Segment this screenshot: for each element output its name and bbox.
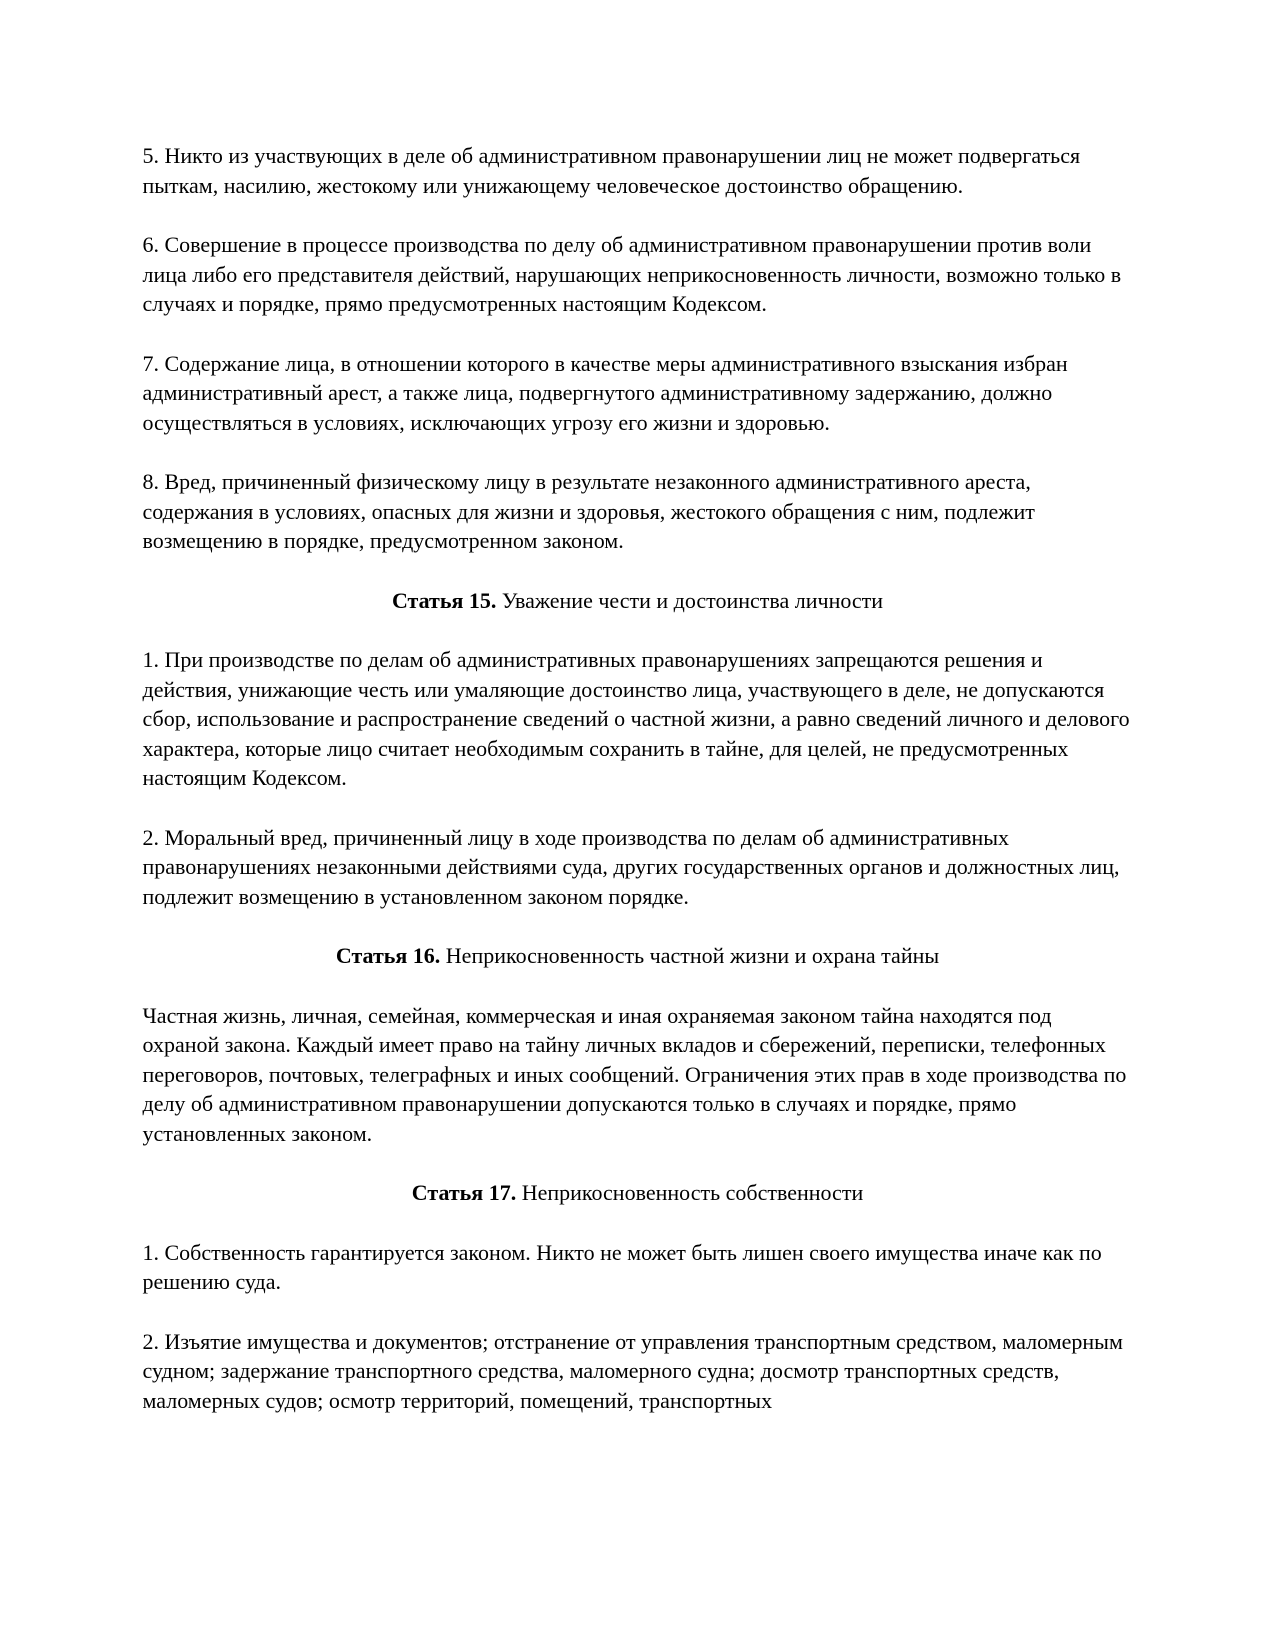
paragraph-5: 5. Никто из участвующих в деле об административном правонарушении лиц не может подвергаться пыткам, насилию, жестокому или унижающему человеческое достоинство обращению.	[142, 143, 1081, 198]
article-15-number: Статья 15.	[391, 587, 497, 613]
document-content	[143, 0, 1133, 1415]
paragraph-8: 8. Вред, причиненный физическому лицу в результате незаконного административного ареста, содержания в условиях, опасных для жизни и здоровья, жестокого обращения с ним, подлежит возмещению в порядке, предусмотренном законом.	[142, 469, 1035, 553]
article-15-title: Уважение чести и достоинства личности	[501, 587, 884, 613]
paragraph-7: 7. Содержание лица, в отношении которого в качестве меры административного взыскания избран административный арест, а также лица, подвергнутого административному задержанию, должно осуществляться в условиях, исключающих угрозу его жизни и здоровью.	[142, 350, 1068, 435]
article-16-paragraph: Частная жизнь, личная, семейная, коммерческая и иная охраняемая законом тайна находятся под охраной закона. Каждый имеет право на тайну личных вкладов и сбережений, переписки, телефонных переговоров, почтовых, телеграфных и иных сообщений. Ограничения этих прав в ходе производства по делу об административном правонарушении допускаются только в случаях и порядке, прямо установленных законом.	[142, 1002, 1127, 1146]
article-16-title: Неприкосновенность частной жизни и охрана тайны	[445, 943, 940, 968]
article-17-paragraph-1: 1. Собственность гарантируется законом. Никто не может быть лишен своего имущества иначе как по решению суда.	[142, 1239, 1102, 1294]
article-15-paragraph-1: 1. При производстве по делам об административных правонарушениях запрещаются решения и действия, унижающие честь или умаляющие достоинство лица, участвующего в деле, не допускаются сбор, использование и распространение сведений о частной жизни, а равно сведений личного и делового характера, которые лицо считает необходимым сохранить в тайне, для целей, не предусмотренных настоящим Кодексом.	[142, 647, 1130, 790]
article-17-heading	[143, 1178, 1133, 1208]
article-15-heading	[143, 586, 1133, 616]
article-17-title: Неприкосновенность собственности	[521, 1180, 864, 1205]
article-15-paragraph-2: 2. Моральный вред, причиненный лицу в ходе производства по делам об административных правонарушениях незаконными действиями суда, других государственных органов и должностных лиц, подлежит возмещению в установленном законом порядке.	[142, 824, 1120, 909]
article-16-number: Статья 16.	[335, 943, 441, 968]
paragraph-6: 6. Совершение в процессе производства по делу об административном правонарушении против воли лица либо его представителя действий, нарушающих неприкосновенность личности, возможно только в случаях и порядке, прямо предусмотренных настоящим Кодексом.	[142, 232, 1122, 316]
article-17-number: Статья 17.	[411, 1180, 517, 1205]
article-17-paragraph-2: 2. Изъятие имущества и документов; отстранение от управления транспортным средством, маломерным судном; задержание транспортного средства, маломерного судна; досмотр транспортных средств, маломерных судов; осмотр территорий, помещений, транспортных	[142, 1328, 1123, 1413]
article-16-heading	[143, 941, 1133, 971]
